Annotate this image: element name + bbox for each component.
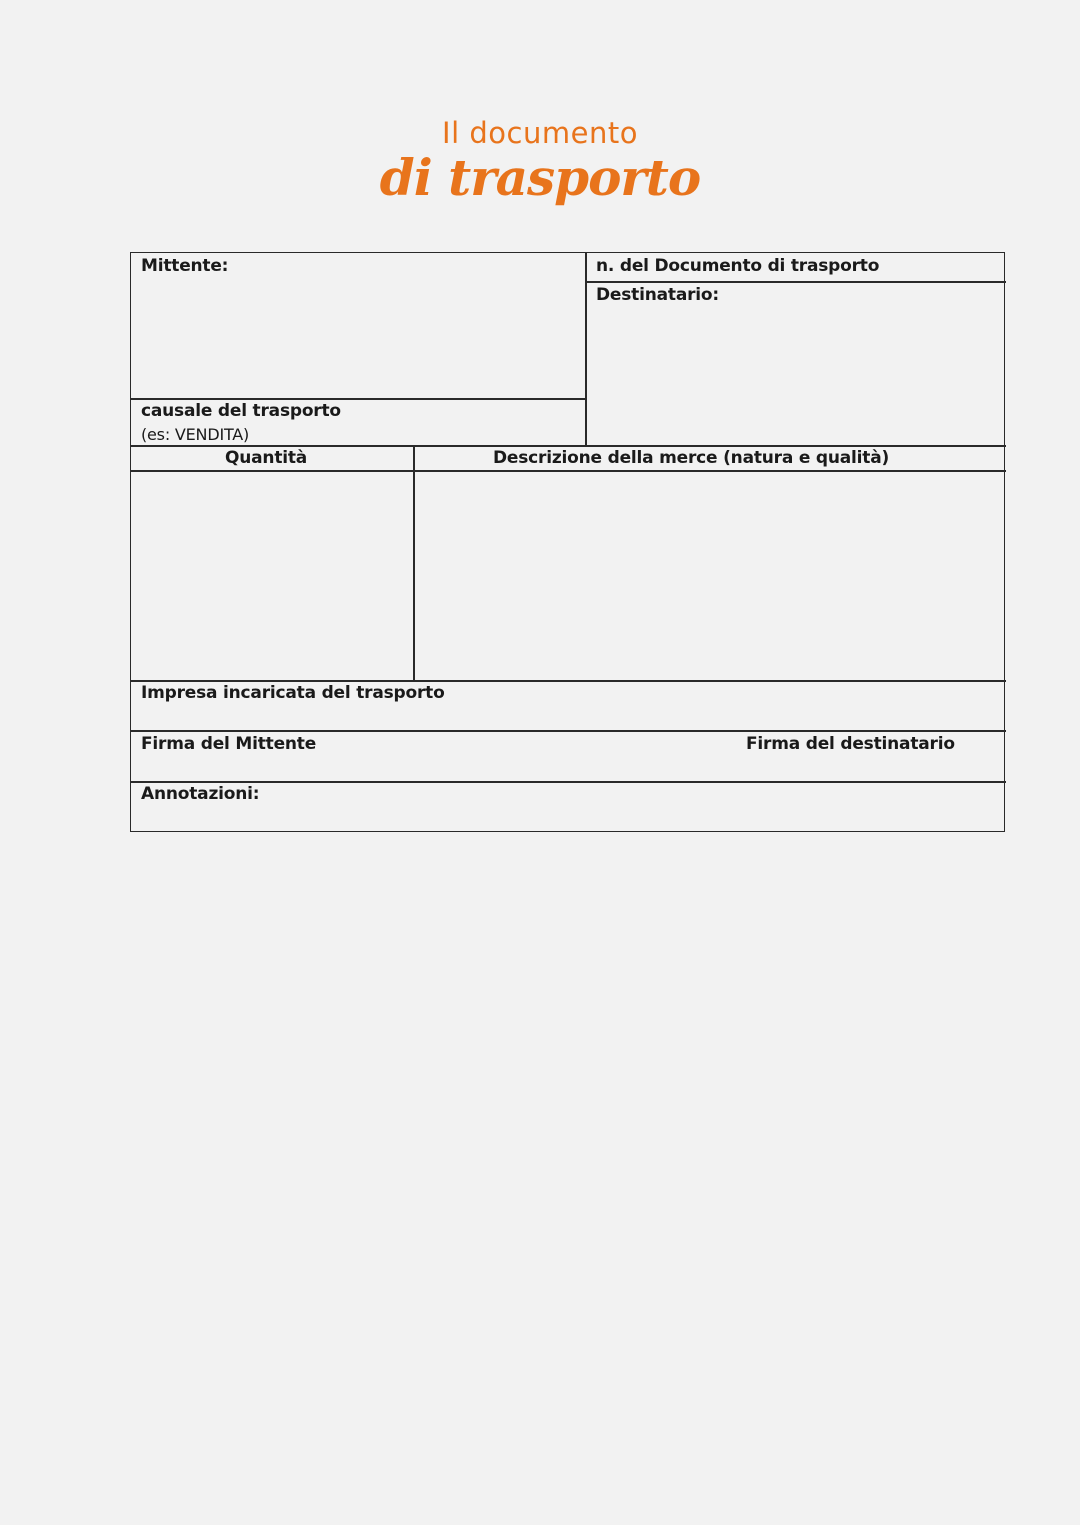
divider-impresa-top	[131, 680, 1006, 682]
divider-annotazioni-top	[131, 781, 1006, 783]
page-title-top: Il documento	[442, 116, 638, 150]
divider-numero-doc	[585, 281, 1006, 283]
impresa-label: Impresa incaricata del trasporto	[141, 683, 445, 703]
divider-quantita-descrizione	[413, 445, 415, 681]
annotazioni-label: Annotazioni:	[141, 784, 260, 804]
page-title-script: di trasporto	[379, 148, 701, 207]
destinatario-label: Destinatario:	[596, 285, 719, 305]
numero-documento-label: n. del Documento di trasporto	[596, 256, 880, 276]
transport-document-form	[130, 252, 1005, 832]
divider-header-row-bottom	[131, 470, 1006, 472]
causale-label: causale del trasporto	[141, 401, 341, 421]
divider-causale-top	[131, 398, 586, 400]
causale-example: (es: VENDITA)	[141, 425, 250, 444]
firma-mittente-label: Firma del Mittente	[141, 734, 317, 754]
descrizione-header: Descrizione della merce (natura e qualità)	[493, 448, 890, 468]
quantita-header: Quantità	[225, 448, 308, 468]
divider-firma-top	[131, 730, 1006, 732]
firma-destinatario-label: Firma del destinatario	[746, 734, 955, 754]
divider-header-row-top	[131, 445, 1006, 447]
mittente-label: Mittente:	[141, 256, 229, 276]
